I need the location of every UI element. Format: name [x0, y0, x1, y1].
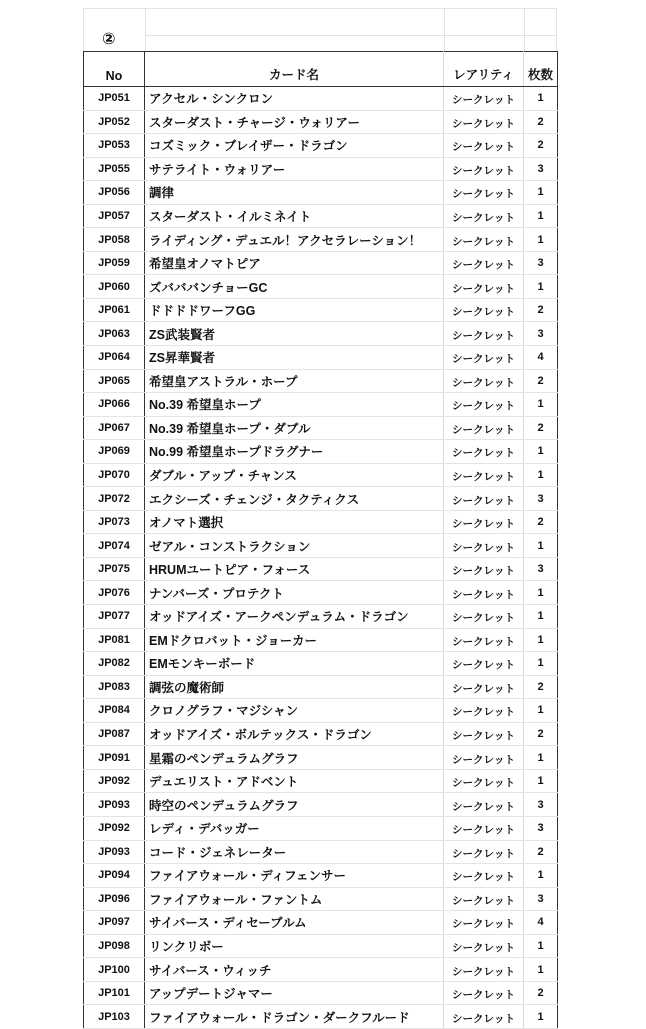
card-name: 希望皇アストラル・ホープ	[145, 369, 444, 393]
card-name: クロノグラフ・マジシャン	[145, 699, 444, 723]
card-count: 1	[524, 934, 558, 958]
table-row	[84, 746, 558, 770]
card-count: 1	[524, 652, 558, 676]
header-row	[84, 52, 558, 87]
card-count: 1	[524, 581, 558, 605]
table-row	[84, 440, 558, 464]
card-count: 1	[524, 628, 558, 652]
card-name: ドドドドワーフGG	[145, 298, 444, 322]
card-rarity: シークレット	[444, 369, 524, 393]
card-number: JP053	[84, 134, 145, 158]
grid-line	[444, 9, 445, 52]
card-rarity: シークレット	[444, 275, 524, 299]
table-row	[84, 275, 558, 299]
card-rarity: シークレット	[444, 722, 524, 746]
card-number: JP082	[84, 652, 145, 676]
card-name: サイバース・ウィッチ	[145, 958, 444, 982]
card-rarity: シークレット	[444, 463, 524, 487]
card-number: JP097	[84, 911, 145, 935]
card-name: 希望皇オノマトピア	[145, 251, 444, 275]
card-rarity: シークレット	[444, 557, 524, 581]
card-name: ズバババンチョーGC	[145, 275, 444, 299]
table-row	[84, 722, 558, 746]
card-count: 3	[524, 487, 558, 511]
card-count: 1	[524, 181, 558, 205]
card-name: オッドアイズ・アークペンデュラム・ドラゴン	[145, 605, 444, 629]
card-rarity: シークレット	[444, 911, 524, 935]
card-name: コード・ジェネレーター	[145, 840, 444, 864]
card-number: JP056	[84, 181, 145, 205]
card-count: 3	[524, 157, 558, 181]
card-name: レディ・デバッガー	[145, 816, 444, 840]
table-row	[84, 628, 558, 652]
card-number: JP069	[84, 440, 145, 464]
card-count: 3	[524, 793, 558, 817]
card-number: JP075	[84, 557, 145, 581]
card-number: JP055	[84, 157, 145, 181]
grid-line	[145, 35, 557, 36]
card-rarity: シークレット	[444, 1005, 524, 1029]
card-rarity: シークレット	[444, 157, 524, 181]
card-count: 2	[524, 110, 558, 134]
card-count: 1	[524, 958, 558, 982]
card-number: JP064	[84, 346, 145, 370]
card-name: ゼアル・コンストラクション	[145, 534, 444, 558]
card-rarity: シークレット	[444, 769, 524, 793]
card-number: JP092	[84, 769, 145, 793]
card-number: JP074	[84, 534, 145, 558]
card-count: 1	[524, 1005, 558, 1029]
card-count: 3	[524, 322, 558, 346]
card-number: JP101	[84, 981, 145, 1005]
table-row	[84, 605, 558, 629]
card-name: 調弦の魔術師	[145, 675, 444, 699]
card-number: JP072	[84, 487, 145, 511]
card-rarity: シークレット	[444, 981, 524, 1005]
card-rarity: シークレット	[444, 652, 524, 676]
table-row	[84, 534, 558, 558]
card-number: JP093	[84, 840, 145, 864]
card-rarity: シークレット	[444, 746, 524, 770]
card-name: ZS武装賢者	[145, 322, 444, 346]
card-rarity: シークレット	[444, 228, 524, 252]
card-name: ZS昇華賢者	[145, 346, 444, 370]
table-row	[84, 581, 558, 605]
card-rarity: シークレット	[444, 204, 524, 228]
card-count: 1	[524, 769, 558, 793]
card-number: JP091	[84, 746, 145, 770]
table-row	[84, 864, 558, 888]
table-row	[84, 958, 558, 982]
card-number: JP063	[84, 322, 145, 346]
card-number: JP087	[84, 722, 145, 746]
card-number: JP092	[84, 816, 145, 840]
card-number: JP070	[84, 463, 145, 487]
card-count: 1	[524, 534, 558, 558]
grid-line	[524, 9, 525, 52]
card-name: No.39 希望皇ホープ	[145, 393, 444, 417]
table-row	[84, 393, 558, 417]
card-count: 1	[524, 228, 558, 252]
card-count: 1	[524, 864, 558, 888]
card-name: 星霜のペンデュラムグラフ	[145, 746, 444, 770]
card-count: 2	[524, 369, 558, 393]
card-number: JP051	[84, 87, 145, 111]
card-count: 4	[524, 346, 558, 370]
card-number: JP077	[84, 605, 145, 629]
card-number: JP098	[84, 934, 145, 958]
card-rarity: シークレット	[444, 840, 524, 864]
sheet-header-area	[83, 8, 557, 52]
card-number: JP096	[84, 887, 145, 911]
card-name: アクセル・シンクロン	[145, 87, 444, 111]
card-name: オノマト選択	[145, 510, 444, 534]
table-row	[84, 416, 558, 440]
card-count: 3	[524, 251, 558, 275]
card-number: JP083	[84, 675, 145, 699]
card-name: スターダスト・チャージ・ウォリアー	[145, 110, 444, 134]
card-rarity: シークレット	[444, 793, 524, 817]
card-number: JP066	[84, 393, 145, 417]
table-row	[84, 652, 558, 676]
card-number: JP057	[84, 204, 145, 228]
card-name: スターダスト・イルミネイト	[145, 204, 444, 228]
grid-line	[145, 9, 146, 52]
card-rarity: シークレット	[444, 816, 524, 840]
card-rarity: シークレット	[444, 675, 524, 699]
card-name: ライディング・デュエル！アクセラレーション！	[145, 228, 444, 252]
table-row	[84, 181, 558, 205]
card-name: サイバース・ディセーブルム	[145, 911, 444, 935]
table-body	[84, 87, 558, 1029]
card-number: JP065	[84, 369, 145, 393]
card-count: 1	[524, 699, 558, 723]
card-name: 時空のペンデュラムグラフ	[145, 793, 444, 817]
card-rarity: シークレット	[444, 87, 524, 111]
card-count: 1	[524, 204, 558, 228]
card-name: ファイアウォール・ディフェンサー	[145, 864, 444, 888]
card-count: 2	[524, 134, 558, 158]
card-name: オッドアイズ・ボルテックス・ドラゴン	[145, 722, 444, 746]
card-count: 3	[524, 557, 558, 581]
card-name: エクシーズ・チェンジ・タクティクス	[145, 487, 444, 511]
card-number: JP058	[84, 228, 145, 252]
card-count: 3	[524, 816, 558, 840]
table-row	[84, 322, 558, 346]
card-rarity: シークレット	[444, 864, 524, 888]
card-number: JP084	[84, 699, 145, 723]
card-number: JP059	[84, 251, 145, 275]
card-count: 2	[524, 675, 558, 699]
card-number: JP073	[84, 510, 145, 534]
card-count: 1	[524, 746, 558, 770]
card-rarity: シークレット	[444, 134, 524, 158]
card-count: 1	[524, 440, 558, 464]
card-count: 1	[524, 393, 558, 417]
table-row	[84, 934, 558, 958]
header-count: 枚数	[524, 52, 558, 87]
card-count: 2	[524, 298, 558, 322]
card-number: JP060	[84, 275, 145, 299]
card-number: JP076	[84, 581, 145, 605]
card-count: 2	[524, 510, 558, 534]
card-rarity: シークレット	[444, 534, 524, 558]
card-number: JP052	[84, 110, 145, 134]
table-row	[84, 346, 558, 370]
card-rarity: シークレット	[444, 605, 524, 629]
card-count: 1	[524, 275, 558, 299]
sheet-number-marker: ②	[102, 31, 116, 48]
card-rarity: シークレット	[444, 628, 524, 652]
table-row	[84, 816, 558, 840]
card-name: アップデートジャマー	[145, 981, 444, 1005]
card-name: ダブル・アップ・チャンス	[145, 463, 444, 487]
table-row	[84, 699, 558, 723]
card-name: サテライト・ウォリアー	[145, 157, 444, 181]
card-count: 4	[524, 911, 558, 935]
table-row	[84, 510, 558, 534]
table-row	[84, 204, 558, 228]
card-name: ファイアウォール・ファントム	[145, 887, 444, 911]
table-row	[84, 298, 558, 322]
card-rarity: シークレット	[444, 110, 524, 134]
table-row	[84, 487, 558, 511]
table-row	[84, 675, 558, 699]
card-name: リンクリボー	[145, 934, 444, 958]
card-count: 2	[524, 981, 558, 1005]
table-row	[84, 87, 558, 111]
card-rarity: シークレット	[444, 958, 524, 982]
table-row	[84, 134, 558, 158]
card-number: JP103	[84, 1005, 145, 1029]
card-count: 2	[524, 840, 558, 864]
card-rarity: シークレット	[444, 346, 524, 370]
card-rarity: シークレット	[444, 440, 524, 464]
card-count: 1	[524, 463, 558, 487]
card-number: JP067	[84, 416, 145, 440]
card-name: 調律	[145, 181, 444, 205]
header-card-name: カード名	[145, 52, 444, 87]
card-rarity: シークレット	[444, 393, 524, 417]
card-name: No.39 希望皇ホープ・ダブル	[145, 416, 444, 440]
table-row	[84, 769, 558, 793]
card-name: ファイアウォール・ドラゴン・ダークフルード	[145, 1005, 444, 1029]
card-number: JP081	[84, 628, 145, 652]
card-rarity: シークレット	[444, 487, 524, 511]
card-name: No.99 希望皇ホープドラグナー	[145, 440, 444, 464]
card-rarity: シークレット	[444, 416, 524, 440]
card-name: EMモンキーボード	[145, 652, 444, 676]
table-row	[84, 793, 558, 817]
table-row	[84, 840, 558, 864]
table-row	[84, 911, 558, 935]
card-name: デュエリスト・アドベント	[145, 769, 444, 793]
table-row	[84, 463, 558, 487]
card-rarity: シークレット	[444, 181, 524, 205]
card-count: 1	[524, 605, 558, 629]
grid-line	[556, 9, 557, 52]
table-row	[84, 251, 558, 275]
card-rarity: シークレット	[444, 251, 524, 275]
card-rarity: シークレット	[444, 298, 524, 322]
card-rarity: シークレット	[444, 510, 524, 534]
card-count: 3	[524, 887, 558, 911]
card-rarity: シークレット	[444, 699, 524, 723]
card-rarity: シークレット	[444, 887, 524, 911]
table-row	[84, 228, 558, 252]
card-name: ナンバーズ・プロテクト	[145, 581, 444, 605]
card-rarity: シークレット	[444, 581, 524, 605]
table-row	[84, 887, 558, 911]
card-number: JP061	[84, 298, 145, 322]
card-number: JP094	[84, 864, 145, 888]
card-name: EMドクロバット・ジョーカー	[145, 628, 444, 652]
table-row	[84, 157, 558, 181]
card-name: コズミック・ブレイザー・ドラゴン	[145, 134, 444, 158]
table-row	[84, 557, 558, 581]
card-count: 2	[524, 722, 558, 746]
card-count: 2	[524, 416, 558, 440]
card-rarity: シークレット	[444, 934, 524, 958]
card-list-table	[83, 51, 558, 1029]
card-name: HRUMユートピア・フォース	[145, 557, 444, 581]
header-rarity: レアリティ	[444, 52, 524, 87]
table-row	[84, 1005, 558, 1029]
table-row	[84, 110, 558, 134]
card-rarity: シークレット	[444, 322, 524, 346]
card-count: 1	[524, 87, 558, 111]
table-row	[84, 981, 558, 1005]
card-number: JP100	[84, 958, 145, 982]
table-row	[84, 369, 558, 393]
card-number: JP093	[84, 793, 145, 817]
header-no: No	[84, 52, 145, 87]
